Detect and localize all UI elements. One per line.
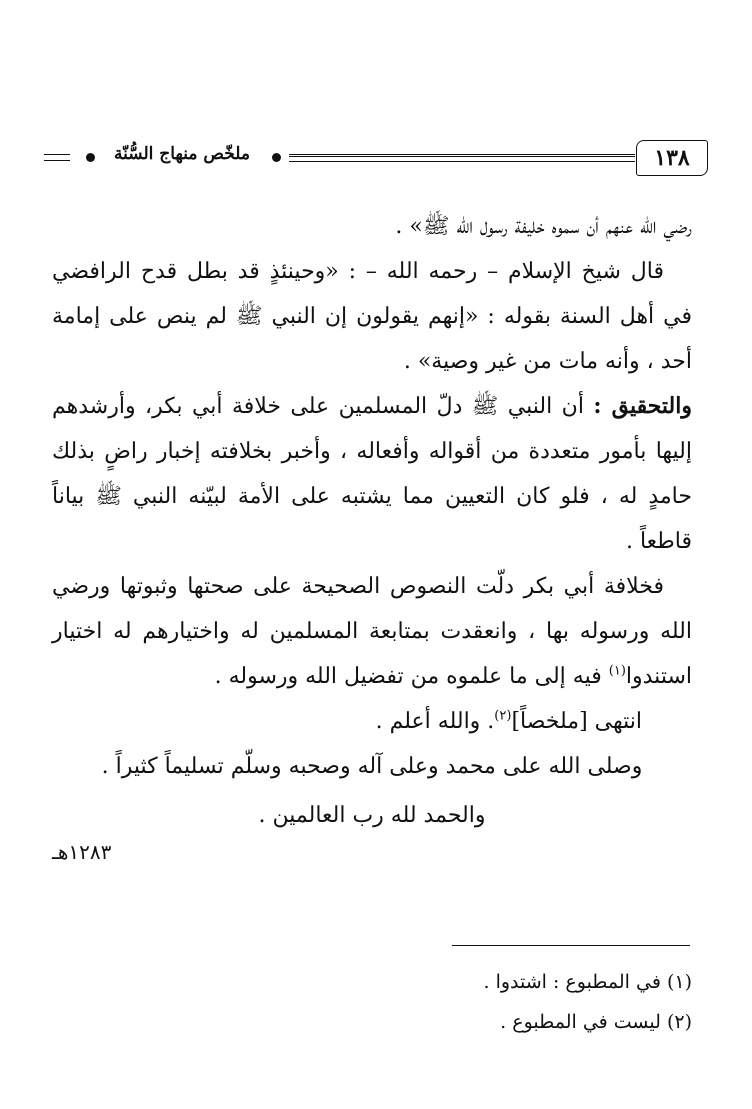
paragraph-5-text-b: . والله أعلم . [375, 709, 495, 734]
paragraph-5-text-a: انتهى [ملخصاً] [511, 709, 642, 734]
paragraph-4 [52, 564, 692, 699]
closing-praise: والحمد لله رب العالمين . [258, 803, 486, 828]
header-dot-right [272, 153, 281, 162]
paragraph-4-text-a: فخلافة أبي بكر دلّت النصوص الصحيحة على صحتها وثبوتها ورضي الله ورسوله بها ، وانعقدت بمتابعة المسلمين له واختيارهم له اختيار استندوا [52, 574, 692, 689]
paragraph-2: قال شيخ الإسلام – رحمه الله – : «وحينئذٍ قد بطل قدح الرافضي في أهل السنة بقوله : «إنهم يقولون إن النبي ﷺ لم ينص على إمامة أحد ، وأنه مات من غير وصية» . [52, 259, 692, 374]
body-text [52, 204, 692, 838]
salutation-line: وصلى الله على محمد وعلى آله وصحبه وسلّم تسليماً كثيراً . [101, 754, 643, 779]
paragraph-1: رضي الله عنهم أن سموه خليفة رسول الله ﷺ» . [395, 214, 692, 239]
header-dot-left [86, 153, 95, 162]
footnotes [52, 962, 692, 1042]
header-rule-right [289, 154, 635, 162]
tahqiq-label: والتحقيق : [593, 393, 692, 419]
footnote-ref-1[interactable]: (١) [608, 663, 626, 679]
book-title: ملخّص منهاج السُّنّة [114, 144, 250, 164]
paragraph-5 [52, 699, 692, 744]
page-number: ١٣٨ [636, 140, 708, 176]
footnote-2: (٢) ليست في المطبوع . [500, 1011, 692, 1033]
hijri-date: ١٢٨٣هـ [52, 840, 112, 864]
paragraph-3-text: أن النبي ﷺ دلّ المسلمين على خلافة أبي بكر، وأرشدهم إليها بأمور متعددة من أقواله وأفعاله ، وأخبر بخلافته إخبار راضٍ بذلك حامدٍ له ، فلو كان التعيين مما يشتبه على الأمة لبيّنه النبي ﷺ بياناً قاطعاً . [52, 394, 692, 554]
paragraph-3 [52, 384, 692, 564]
footnote-1: (١) في المطبوع : اشتدوا . [483, 971, 692, 993]
running-header [44, 140, 708, 180]
footnote-ref-2[interactable]: (٢) [494, 708, 512, 724]
header-rule-left [44, 154, 70, 161]
paragraph-4-text-b: فيه إلى ما علموه من تفضيل الله ورسوله . [214, 664, 609, 689]
footnote-separator [452, 945, 690, 946]
